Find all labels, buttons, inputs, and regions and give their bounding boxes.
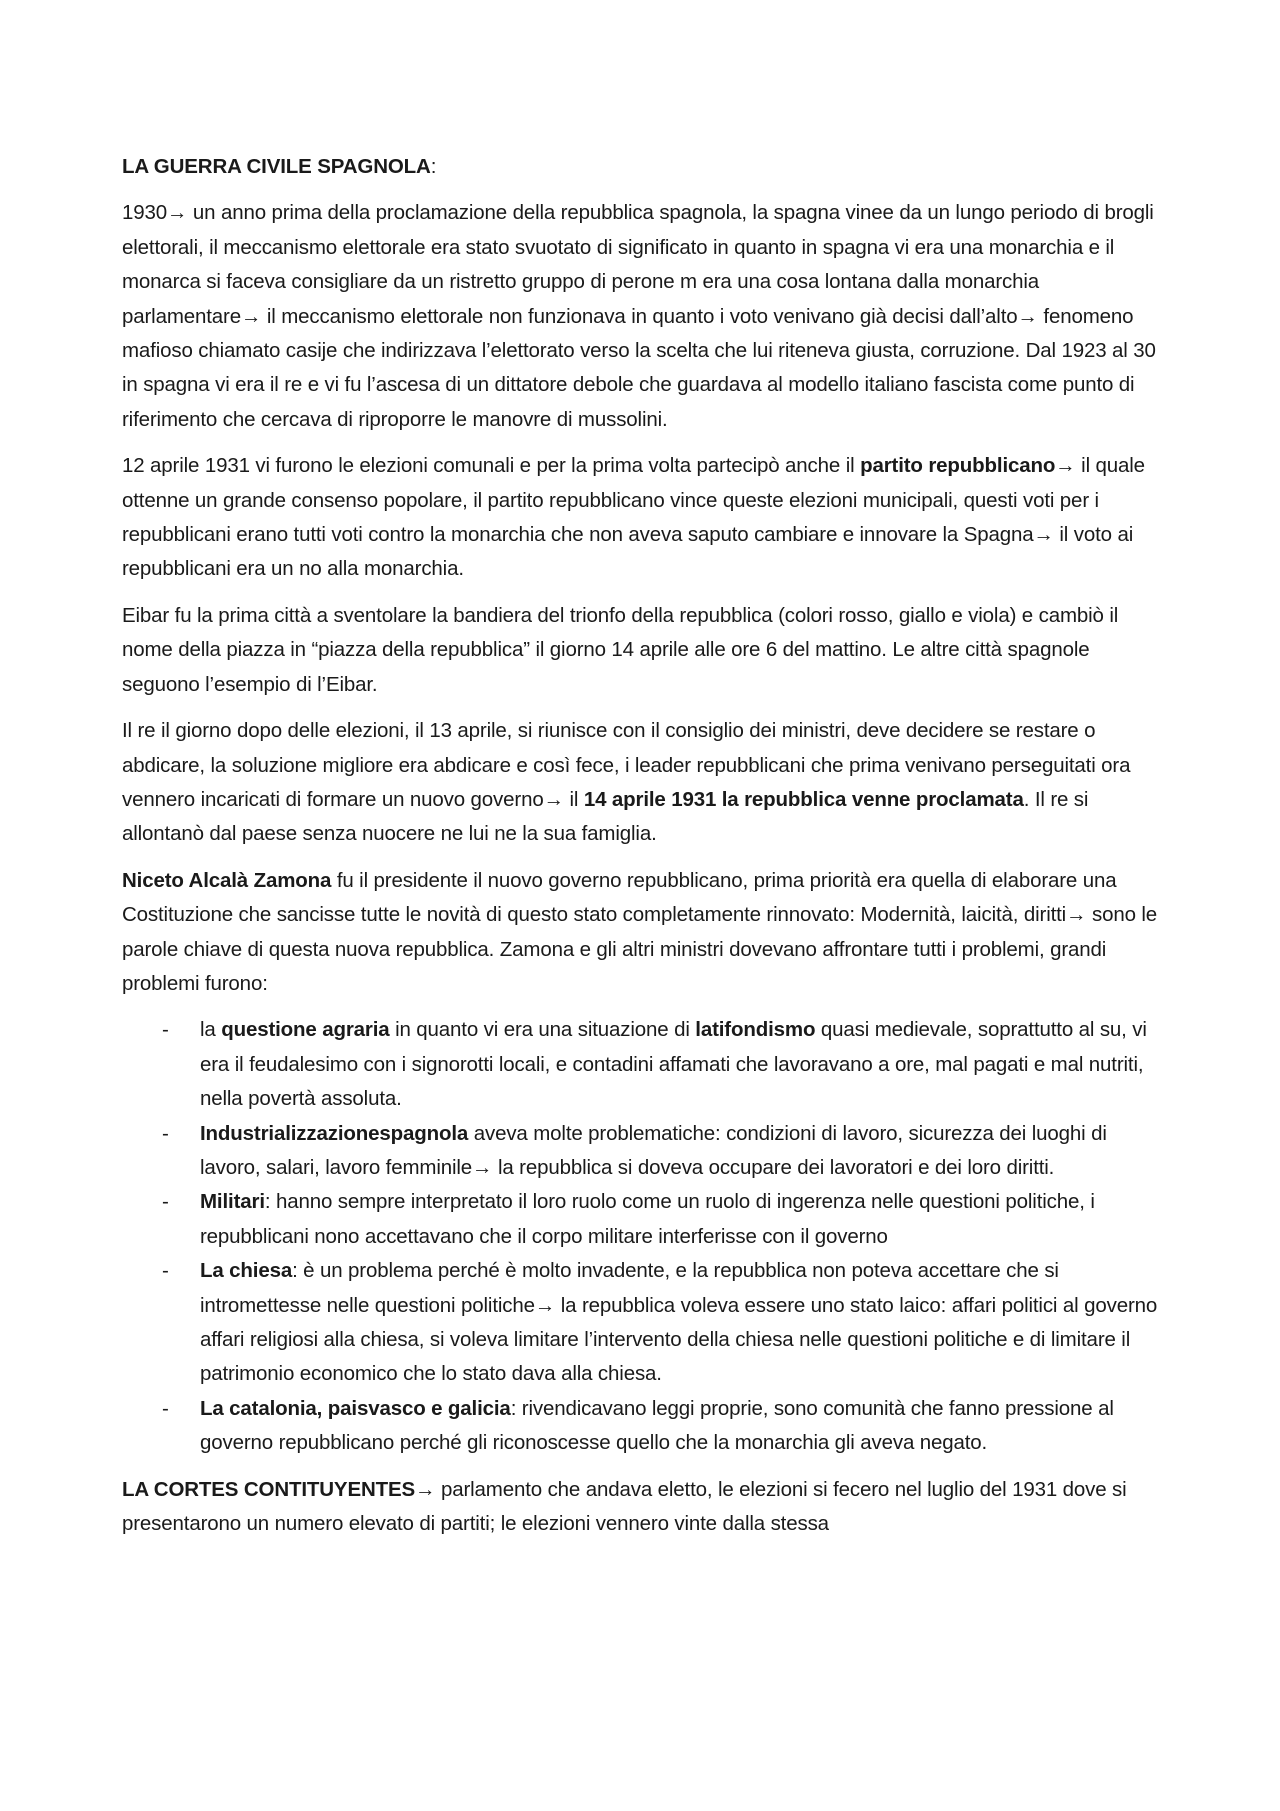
list-dash: - bbox=[162, 1396, 169, 1420]
list-item bbox=[122, 1013, 1168, 1116]
paragraph-1930: 1930→ un anno prima della proclamazione della repubblica spagnola, la spagna vinee da un lungo periodo di brogli elettorali, il meccanismo elettorale era stato svuotato di significato in quanto in spagna vi era una monarchia e il monarca si faceva consigliare da un ristretto gruppo di perone m era una cosa lontana dalla monarchia parlamentare→ il meccanismo elettorale non funzionava in quanto i voto venivano già decisi dall’alto→ fenomeno mafioso chiamato casije che indirizzava l’elettorato verso la scelta che lui riteneva giusta, corruzione. Dal 1923 al 30 in spagna vi era il re e vi fu l’ascesa di un dittatore debole che guardava al modello italiano fascista come punto di riferimento che cercava di riproporre le manovre di mussolini. bbox=[122, 201, 1156, 431]
text-run: → il quale ottenne un grande consenso popolare, il partito repubblicano vince queste elezioni municipali, questi voti per i repubblicani erano tutti voti contro la monarchia che non aveva saputo cambiare e innovare la Spagna→ il voto ai repubblicani era un no alla monarchia. bbox=[122, 454, 1145, 581]
text-run: aveva molte problematiche: condizioni di lavoro, sicurezza dei luoghi di lavoro, salari, lavoro femminile→ la repubblica si doveva occupare dei lavoratori e dei loro diritti. bbox=[200, 1121, 1107, 1179]
paragraph-cortes bbox=[122, 1473, 1168, 1542]
document-title bbox=[122, 150, 1168, 184]
text-run: Il re il giorno dopo delle elezioni, il 13 aprile, si riunisce con il consiglio dei ministri, deve decidere se restare o abdicare, la soluzione migliore era abdicare e così fece, i leader repubblicani che prima venivano perseguitati ora vennero incaricati di formare un nuovo governo→ il bbox=[122, 719, 1131, 811]
bold-term: partito repubblicano bbox=[860, 454, 1056, 478]
text-run: fu il presidente il nuovo governo repubblicano, prima priorità era quella di elaborare una Costituzione che sancisse tutte le novità di questo stato completamente rinnovato: Modernità, laicità, diritti→ sono le parole chiave di questa nuova repubblica. Zamona e gli altri ministri dovevano affrontare tutti i problemi, grandi problemi furono: bbox=[122, 868, 1158, 995]
paragraph-king-abdication bbox=[122, 714, 1168, 852]
list-dash: - bbox=[162, 1121, 169, 1145]
bold-term: La catalonia, paisvasco e galicia bbox=[200, 1396, 511, 1420]
list-item bbox=[122, 1185, 1168, 1254]
text-run: : rivendicavano leggi proprie, sono comunità che fanno pressione al governo repubblicano perché gli riconoscesse quello che la monarchia gli aveva negato. bbox=[200, 1396, 1114, 1455]
list-item bbox=[122, 1254, 1168, 1392]
text-run: . Il re si allontanò dal paese senza nuocere ne lui ne la sua famiglia. bbox=[122, 787, 1089, 846]
bold-term: 14 aprile 1931 la repubblica venne proclamata bbox=[583, 787, 1024, 811]
text-run: : è un problema perché è molto invadente, e la repubblica non poteva accettare che si intromettesse nelle questioni politiche→ la repubblica voleva essere uno stato laico: affari politici al governo affari religiosi alla chiesa, si voleva limitare l’intervento della chiesa nelle questioni politiche e di limitare il patrimonio economico che lo stato dava alla chiesa. bbox=[200, 1259, 1158, 1386]
title-colon: : bbox=[430, 155, 437, 178]
text-run: quasi medievale, soprattutto al su, vi era il feudalesimo con i signorotti locali, e contadini affamati che lavoravano a ore, mal pagati e mal nutriti, nella povertà assoluta. bbox=[200, 1018, 1147, 1111]
list-dash: - bbox=[162, 1018, 169, 1042]
text-run: 12 aprile 1931 vi furono le elezioni comunali e per la prima volta partecipò anche il bbox=[122, 454, 861, 478]
title-text: LA GUERRA CIVILE SPAGNOLA bbox=[122, 155, 431, 178]
text-run: : hanno sempre interpretato il loro ruolo come un ruolo di ingerenza nelle questioni politiche, i repubblicani nono accettavano che il corpo militare interferisse con il governo bbox=[200, 1190, 1095, 1248]
text-run: la bbox=[200, 1018, 222, 1042]
list-item bbox=[122, 1392, 1168, 1461]
paragraph-elections-1931 bbox=[122, 449, 1168, 587]
paragraph-zamona bbox=[122, 864, 1168, 1002]
document-body bbox=[122, 150, 1168, 1553]
text-run: in quanto vi era una situazione di bbox=[389, 1018, 696, 1042]
bold-term: latifondismo bbox=[695, 1018, 816, 1042]
list-dash: - bbox=[162, 1259, 169, 1283]
bold-term: LA CORTES CONTITUYENTES bbox=[122, 1477, 416, 1501]
bold-term: Niceto Alcalà Zamona bbox=[122, 868, 332, 892]
bold-term: Militari bbox=[200, 1190, 265, 1214]
bold-term: questione agraria bbox=[221, 1018, 390, 1042]
list-dash: - bbox=[162, 1190, 169, 1214]
bold-term: La chiesa bbox=[200, 1259, 293, 1283]
list-item bbox=[122, 1117, 1168, 1186]
bold-term: Industrializzazionespagnola bbox=[200, 1121, 469, 1145]
text-run: → parlamento che andava eletto, le elezioni si fecero nel luglio del 1931 dove si presentarono un numero elevato di partiti; le elezioni vennero vinte dalla stessa bbox=[122, 1477, 1127, 1536]
problems-list bbox=[122, 1013, 1168, 1460]
paragraph-eibar: Eibar fu la prima città a sventolare la bandiera del trionfo della repubblica (colori rosso, giallo e viola) e cambiò il nome della piazza in “piazza della repubblica” il giorno 14 aprile alle ore 6 del mattino. Le altre città spagnole seguono l’esempio di l’Eibar. bbox=[122, 603, 1119, 696]
